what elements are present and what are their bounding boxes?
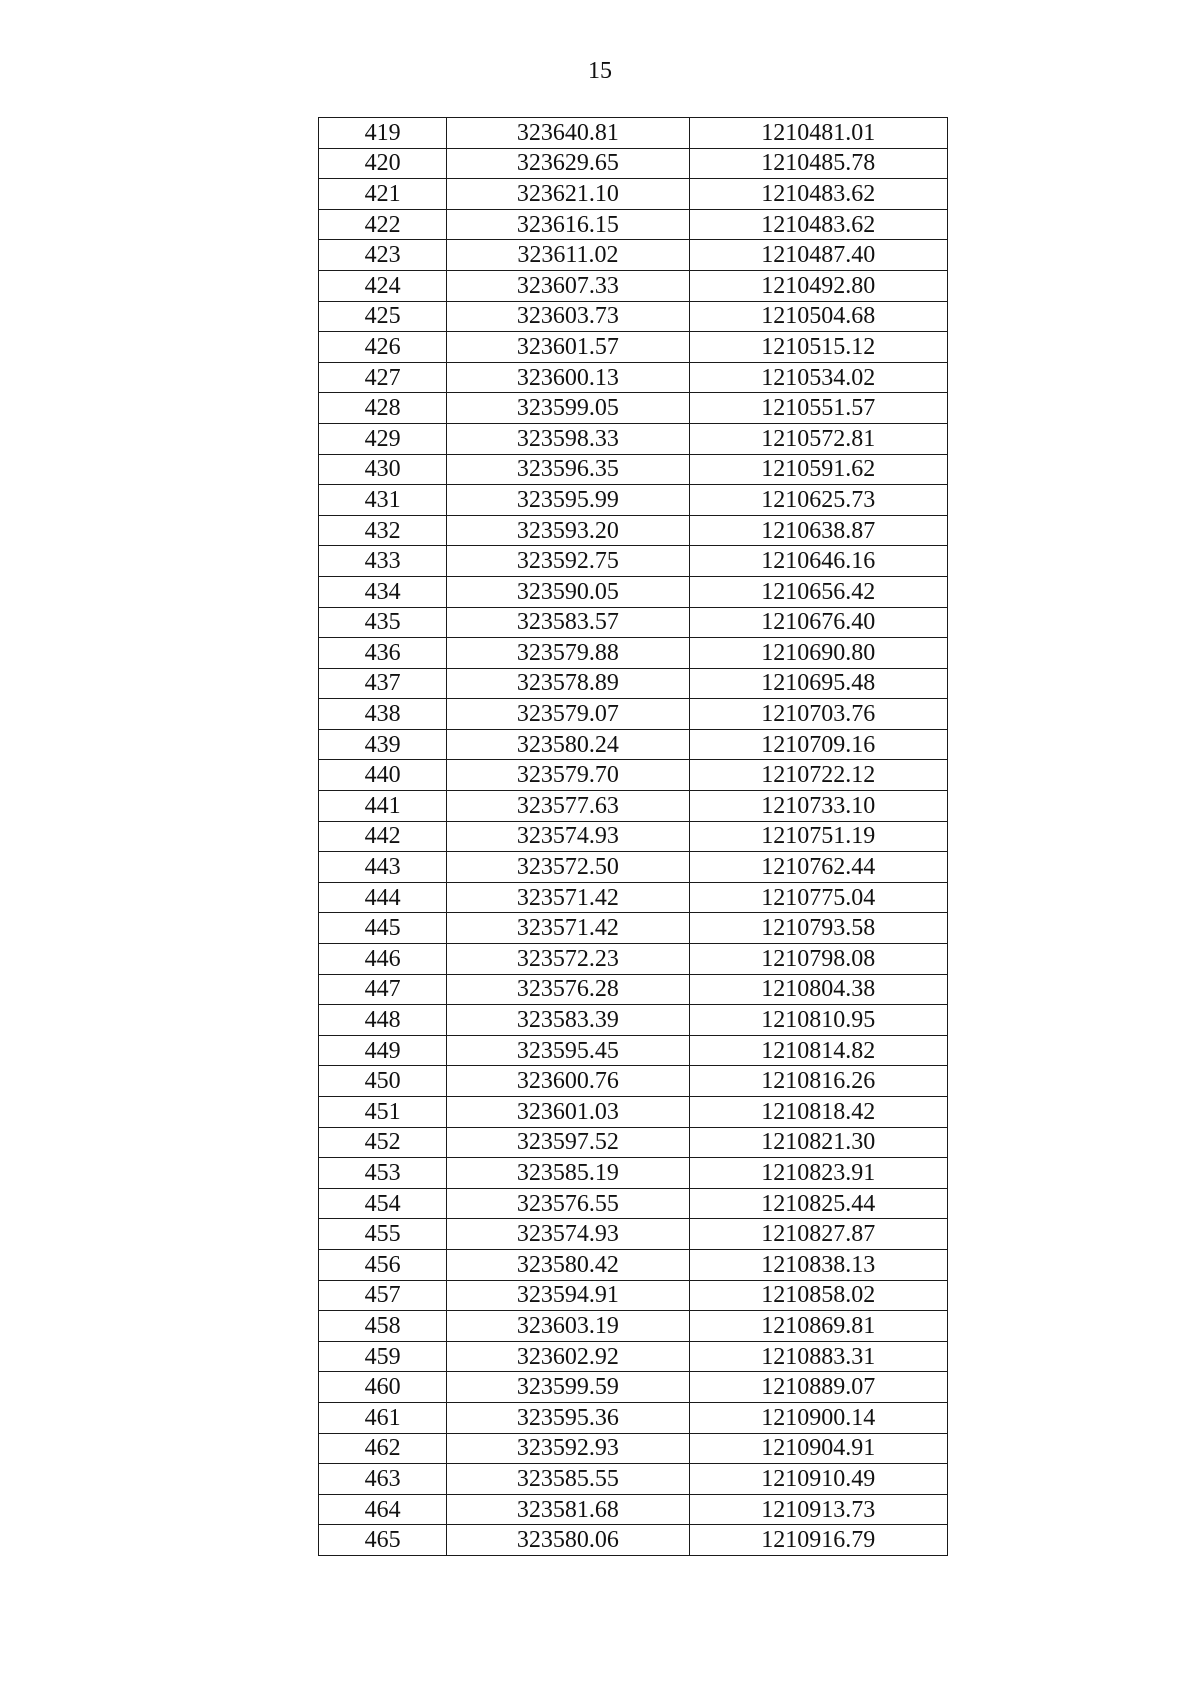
point-number-cell: 428 (319, 393, 447, 424)
x-coordinate-cell: 323616.15 (447, 209, 689, 240)
x-coordinate-cell: 323585.55 (447, 1464, 689, 1495)
x-coordinate-cell: 323577.63 (447, 791, 689, 822)
y-coordinate-cell: 1210798.08 (689, 944, 947, 975)
x-coordinate-cell: 323574.93 (447, 1219, 689, 1250)
x-coordinate-cell: 323599.05 (447, 393, 689, 424)
x-coordinate-cell: 323640.81 (447, 118, 689, 149)
table-row (319, 760, 948, 791)
table-row (319, 1249, 948, 1280)
x-coordinate-cell: 323593.20 (447, 515, 689, 546)
table-row (319, 699, 948, 730)
point-number-cell: 450 (319, 1066, 447, 1097)
y-coordinate-cell: 1210591.62 (689, 454, 947, 485)
point-number-cell: 423 (319, 240, 447, 271)
x-coordinate-cell: 323579.70 (447, 760, 689, 791)
point-number-cell: 424 (319, 270, 447, 301)
point-number-cell: 456 (319, 1249, 447, 1280)
y-coordinate-cell: 1210858.02 (689, 1280, 947, 1311)
x-coordinate-cell: 323576.55 (447, 1188, 689, 1219)
coordinates-table-body (319, 118, 948, 1556)
y-coordinate-cell: 1210916.79 (689, 1525, 947, 1556)
point-number-cell: 457 (319, 1280, 447, 1311)
table-row (319, 423, 948, 454)
point-number-cell: 427 (319, 362, 447, 393)
x-coordinate-cell: 323611.02 (447, 240, 689, 271)
x-coordinate-cell: 323600.76 (447, 1066, 689, 1097)
point-number-cell: 429 (319, 423, 447, 454)
table-row (319, 1341, 948, 1372)
y-coordinate-cell: 1210900.14 (689, 1402, 947, 1433)
y-coordinate-cell: 1210487.40 (689, 240, 947, 271)
point-number-cell: 434 (319, 576, 447, 607)
table-row (319, 454, 948, 485)
point-number-cell: 435 (319, 607, 447, 638)
point-number-cell: 425 (319, 301, 447, 332)
x-coordinate-cell: 323594.91 (447, 1280, 689, 1311)
table-row (319, 1097, 948, 1128)
y-coordinate-cell: 1210883.31 (689, 1341, 947, 1372)
x-coordinate-cell: 323572.23 (447, 944, 689, 975)
table-row (319, 1188, 948, 1219)
point-number-cell: 438 (319, 699, 447, 730)
x-coordinate-cell: 323603.73 (447, 301, 689, 332)
table-row (319, 1280, 948, 1311)
x-coordinate-cell: 323574.93 (447, 821, 689, 852)
table-row (319, 821, 948, 852)
y-coordinate-cell: 1210534.02 (689, 362, 947, 393)
table-row (319, 607, 948, 638)
x-coordinate-cell: 323580.06 (447, 1525, 689, 1556)
table-row (319, 148, 948, 179)
y-coordinate-cell: 1210904.91 (689, 1433, 947, 1464)
y-coordinate-cell: 1210814.82 (689, 1035, 947, 1066)
table-row (319, 1372, 948, 1403)
point-number-cell: 459 (319, 1341, 447, 1372)
x-coordinate-cell: 323601.57 (447, 332, 689, 363)
x-coordinate-cell: 323580.42 (447, 1249, 689, 1280)
point-number-cell: 430 (319, 454, 447, 485)
x-coordinate-cell: 323597.52 (447, 1127, 689, 1158)
table-row (319, 1158, 948, 1189)
y-coordinate-cell: 1210751.19 (689, 821, 947, 852)
point-number-cell: 421 (319, 179, 447, 210)
y-coordinate-cell: 1210913.73 (689, 1494, 947, 1525)
table-row (319, 1311, 948, 1342)
point-number-cell: 460 (319, 1372, 447, 1403)
y-coordinate-cell: 1210676.40 (689, 607, 947, 638)
y-coordinate-cell: 1210625.73 (689, 485, 947, 516)
y-coordinate-cell: 1210656.42 (689, 576, 947, 607)
x-coordinate-cell: 323581.68 (447, 1494, 689, 1525)
y-coordinate-cell: 1210869.81 (689, 1311, 947, 1342)
x-coordinate-cell: 323595.99 (447, 485, 689, 516)
y-coordinate-cell: 1210690.80 (689, 638, 947, 669)
point-number-cell: 446 (319, 944, 447, 975)
point-number-cell: 455 (319, 1219, 447, 1250)
table-row (319, 576, 948, 607)
point-number-cell: 431 (319, 485, 447, 516)
y-coordinate-cell: 1210827.87 (689, 1219, 947, 1250)
y-coordinate-cell: 1210823.91 (689, 1158, 947, 1189)
x-coordinate-cell: 323578.89 (447, 668, 689, 699)
point-number-cell: 433 (319, 546, 447, 577)
page-number: 15 (588, 58, 612, 84)
point-number-cell: 437 (319, 668, 447, 699)
x-coordinate-cell: 323600.13 (447, 362, 689, 393)
x-coordinate-cell: 323621.10 (447, 179, 689, 210)
table-row (319, 1402, 948, 1433)
x-coordinate-cell: 323592.75 (447, 546, 689, 577)
point-number-cell: 445 (319, 913, 447, 944)
y-coordinate-cell: 1210762.44 (689, 852, 947, 883)
table-row (319, 1433, 948, 1464)
y-coordinate-cell: 1210515.12 (689, 332, 947, 363)
y-coordinate-cell: 1210572.81 (689, 423, 947, 454)
x-coordinate-cell: 323571.42 (447, 882, 689, 913)
x-coordinate-cell: 323599.59 (447, 1372, 689, 1403)
y-coordinate-cell: 1210703.76 (689, 699, 947, 730)
x-coordinate-cell: 323592.93 (447, 1433, 689, 1464)
point-number-cell: 442 (319, 821, 447, 852)
x-coordinate-cell: 323590.05 (447, 576, 689, 607)
x-coordinate-cell: 323571.42 (447, 913, 689, 944)
x-coordinate-cell: 323583.57 (447, 607, 689, 638)
table-row (319, 240, 948, 271)
point-number-cell: 461 (319, 1402, 447, 1433)
x-coordinate-cell: 323580.24 (447, 729, 689, 760)
table-row (319, 118, 948, 149)
table-row (319, 944, 948, 975)
y-coordinate-cell: 1210804.38 (689, 974, 947, 1005)
point-number-cell: 432 (319, 515, 447, 546)
table-row (319, 852, 948, 883)
x-coordinate-cell: 323576.28 (447, 974, 689, 1005)
point-number-cell: 458 (319, 1311, 447, 1342)
table-row (319, 1525, 948, 1556)
table-row (319, 515, 948, 546)
point-number-cell: 440 (319, 760, 447, 791)
table-row (319, 332, 948, 363)
x-coordinate-cell: 323595.45 (447, 1035, 689, 1066)
table-row (319, 301, 948, 332)
y-coordinate-cell: 1210775.04 (689, 882, 947, 913)
y-coordinate-cell: 1210483.62 (689, 179, 947, 210)
point-number-cell: 464 (319, 1494, 447, 1525)
table-row (319, 209, 948, 240)
y-coordinate-cell: 1210481.01 (689, 118, 947, 149)
y-coordinate-cell: 1210722.12 (689, 760, 947, 791)
table-row (319, 1464, 948, 1495)
table-row (319, 1066, 948, 1097)
table-row (319, 882, 948, 913)
x-coordinate-cell: 323629.65 (447, 148, 689, 179)
point-number-cell: 441 (319, 791, 447, 822)
table-row (319, 913, 948, 944)
point-number-cell: 449 (319, 1035, 447, 1066)
table-row (319, 1219, 948, 1250)
y-coordinate-cell: 1210504.68 (689, 301, 947, 332)
point-number-cell: 454 (319, 1188, 447, 1219)
point-number-cell: 448 (319, 1005, 447, 1036)
table-row (319, 393, 948, 424)
x-coordinate-cell: 323585.19 (447, 1158, 689, 1189)
table-row (319, 362, 948, 393)
table-row (319, 638, 948, 669)
point-number-cell: 426 (319, 332, 447, 363)
y-coordinate-cell: 1210821.30 (689, 1127, 947, 1158)
point-number-cell: 453 (319, 1158, 447, 1189)
y-coordinate-cell: 1210793.58 (689, 913, 947, 944)
x-coordinate-cell: 323579.88 (447, 638, 689, 669)
table-row (319, 485, 948, 516)
table-row (319, 270, 948, 301)
table-row (319, 1005, 948, 1036)
y-coordinate-cell: 1210910.49 (689, 1464, 947, 1495)
table-row (319, 1494, 948, 1525)
point-number-cell: 462 (319, 1433, 447, 1464)
y-coordinate-cell: 1210733.10 (689, 791, 947, 822)
point-number-cell: 451 (319, 1097, 447, 1128)
y-coordinate-cell: 1210695.48 (689, 668, 947, 699)
table-row (319, 974, 948, 1005)
y-coordinate-cell: 1210492.80 (689, 270, 947, 301)
x-coordinate-cell: 323602.92 (447, 1341, 689, 1372)
y-coordinate-cell: 1210810.95 (689, 1005, 947, 1036)
coordinates-table (318, 117, 948, 1556)
x-coordinate-cell: 323595.36 (447, 1402, 689, 1433)
y-coordinate-cell: 1210483.62 (689, 209, 947, 240)
x-coordinate-cell: 323596.35 (447, 454, 689, 485)
y-coordinate-cell: 1210889.07 (689, 1372, 947, 1403)
y-coordinate-cell: 1210825.44 (689, 1188, 947, 1219)
x-coordinate-cell: 323583.39 (447, 1005, 689, 1036)
y-coordinate-cell: 1210485.78 (689, 148, 947, 179)
table-row (319, 1127, 948, 1158)
point-number-cell: 419 (319, 118, 447, 149)
x-coordinate-cell: 323598.33 (447, 423, 689, 454)
table-row (319, 668, 948, 699)
point-number-cell: 452 (319, 1127, 447, 1158)
point-number-cell: 444 (319, 882, 447, 913)
y-coordinate-cell: 1210838.13 (689, 1249, 947, 1280)
point-number-cell: 465 (319, 1525, 447, 1556)
y-coordinate-cell: 1210816.26 (689, 1066, 947, 1097)
table-row (319, 729, 948, 760)
x-coordinate-cell: 323603.19 (447, 1311, 689, 1342)
y-coordinate-cell: 1210638.87 (689, 515, 947, 546)
x-coordinate-cell: 323572.50 (447, 852, 689, 883)
point-number-cell: 436 (319, 638, 447, 669)
point-number-cell: 443 (319, 852, 447, 883)
y-coordinate-cell: 1210646.16 (689, 546, 947, 577)
y-coordinate-cell: 1210551.57 (689, 393, 947, 424)
x-coordinate-cell: 323607.33 (447, 270, 689, 301)
table-row (319, 546, 948, 577)
x-coordinate-cell: 323601.03 (447, 1097, 689, 1128)
point-number-cell: 463 (319, 1464, 447, 1495)
table-row (319, 1035, 948, 1066)
table-row (319, 179, 948, 210)
point-number-cell: 439 (319, 729, 447, 760)
point-number-cell: 420 (319, 148, 447, 179)
table-row (319, 791, 948, 822)
x-coordinate-cell: 323579.07 (447, 699, 689, 730)
point-number-cell: 422 (319, 209, 447, 240)
y-coordinate-cell: 1210709.16 (689, 729, 947, 760)
y-coordinate-cell: 1210818.42 (689, 1097, 947, 1128)
point-number-cell: 447 (319, 974, 447, 1005)
